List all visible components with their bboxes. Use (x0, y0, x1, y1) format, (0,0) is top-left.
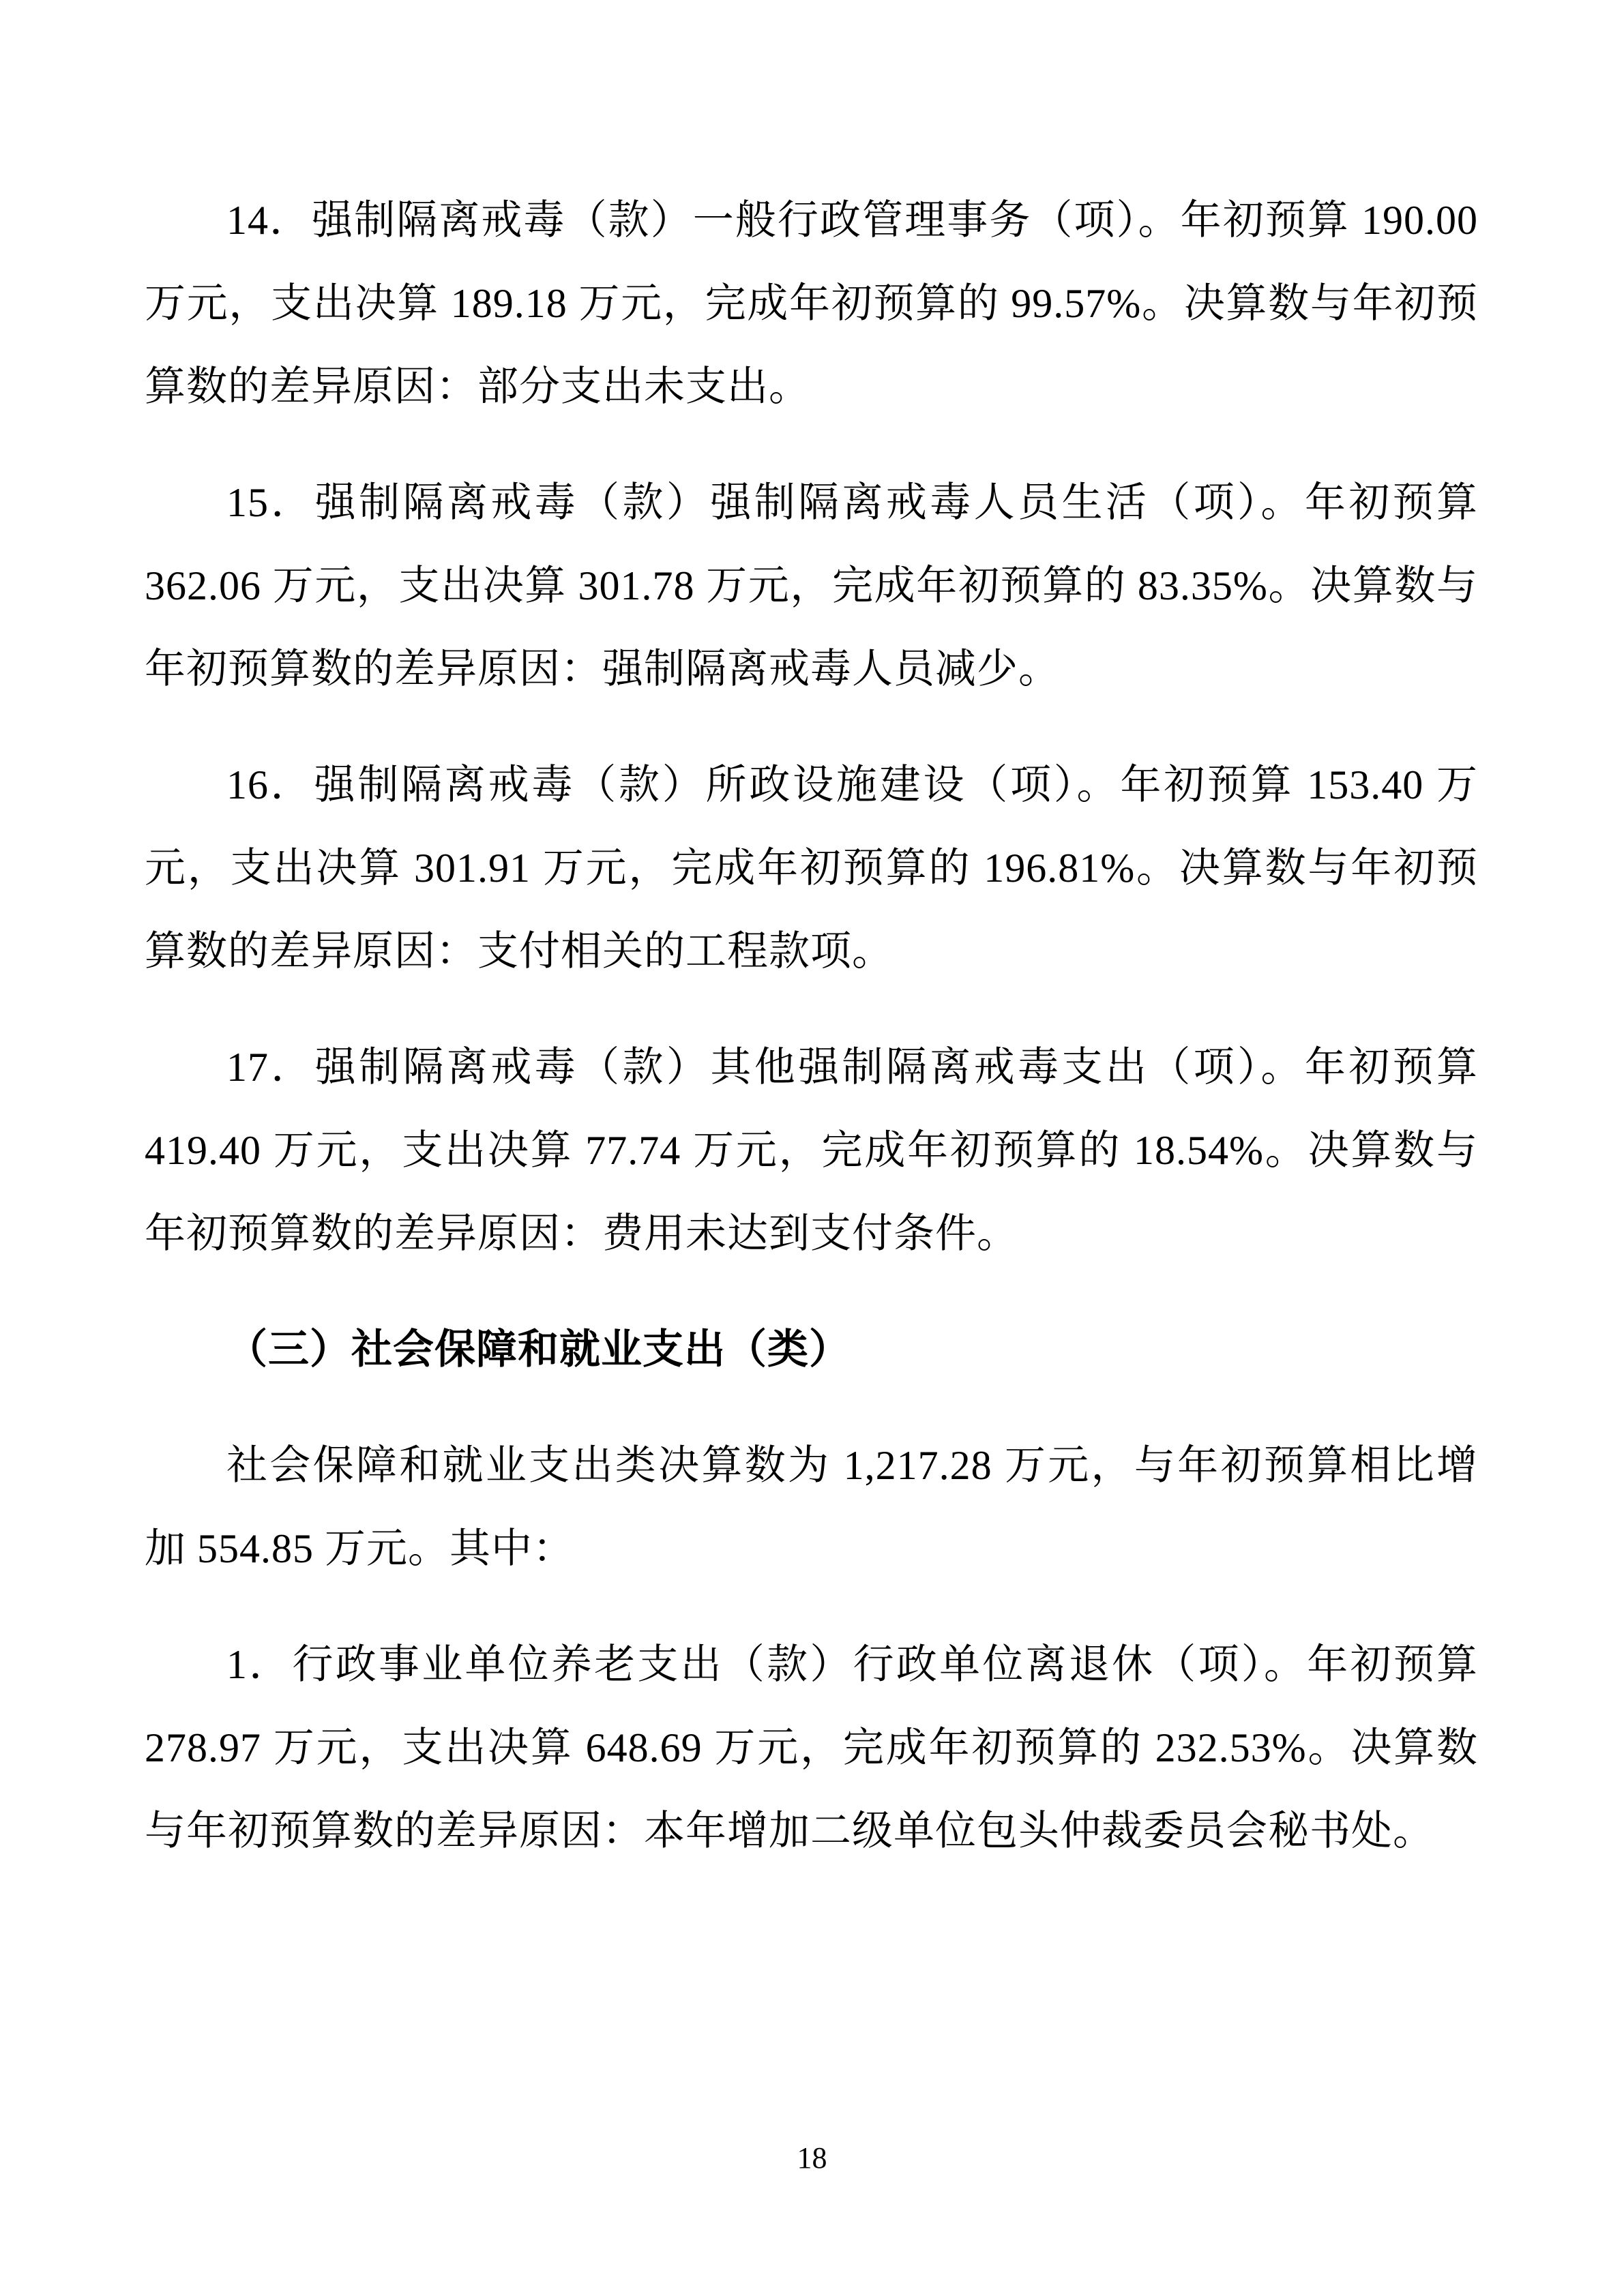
page-number: 18 (797, 2141, 827, 2175)
paragraph-item-17: 17．强制隔离戒毒（款）其他强制隔离戒毒支出（项）。年初预算 419.40 万元，支出决算 77.74 万元，完成年初预算的 18.54%。决算数与年初预算数的差异原因：费用未达到支付条件。 (145, 1045, 1478, 1256)
document-body (145, 179, 1478, 1873)
paragraph-item-14: 14．强制隔离戒毒（款）一般行政管理事务（项）。年初预算 190.00 万元，支出决算 189.18 万元，完成年初预算的 99.57%。决算数与年初预算数的差异原因：部分支出未支出。 (145, 198, 1478, 409)
paragraph-item-1: 1．行政事业单位养老支出（款）行政单位离退休（项）。年初预算 278.97 万元，支出决算 648.69 万元，完成年初预算的 232.53%。决算数与年初预算数的差异原因：本年增加二级单位包头仲裁委员会秘书处。 (145, 1642, 1478, 1853)
paragraph-section-summary: 社会保障和就业支出类决算数为 1,217.28 万元，与年初预算相比增加 554.85 万元。其中： (145, 1443, 1478, 1571)
paragraph-item-15: 15．强制隔离戒毒（款）强制隔离戒毒人员生活（项）。年初预算 362.06 万元，支出决算 301.78 万元，完成年初预算的 83.35%。决算数与年初预算数的差异原因：强制隔离戒毒人员减少。 (145, 480, 1478, 691)
paragraph-item-16: 16．强制隔离戒毒（款）所政设施建设（项）。年初预算 153.40 万元，支出决算 301.91 万元，完成年初预算的 196.81%。决算数与年初预算数的差异原因：支付相关的工程款项。 (145, 762, 1478, 974)
section-heading: （三）社会保障和就业支出（类） (226, 1327, 851, 1372)
